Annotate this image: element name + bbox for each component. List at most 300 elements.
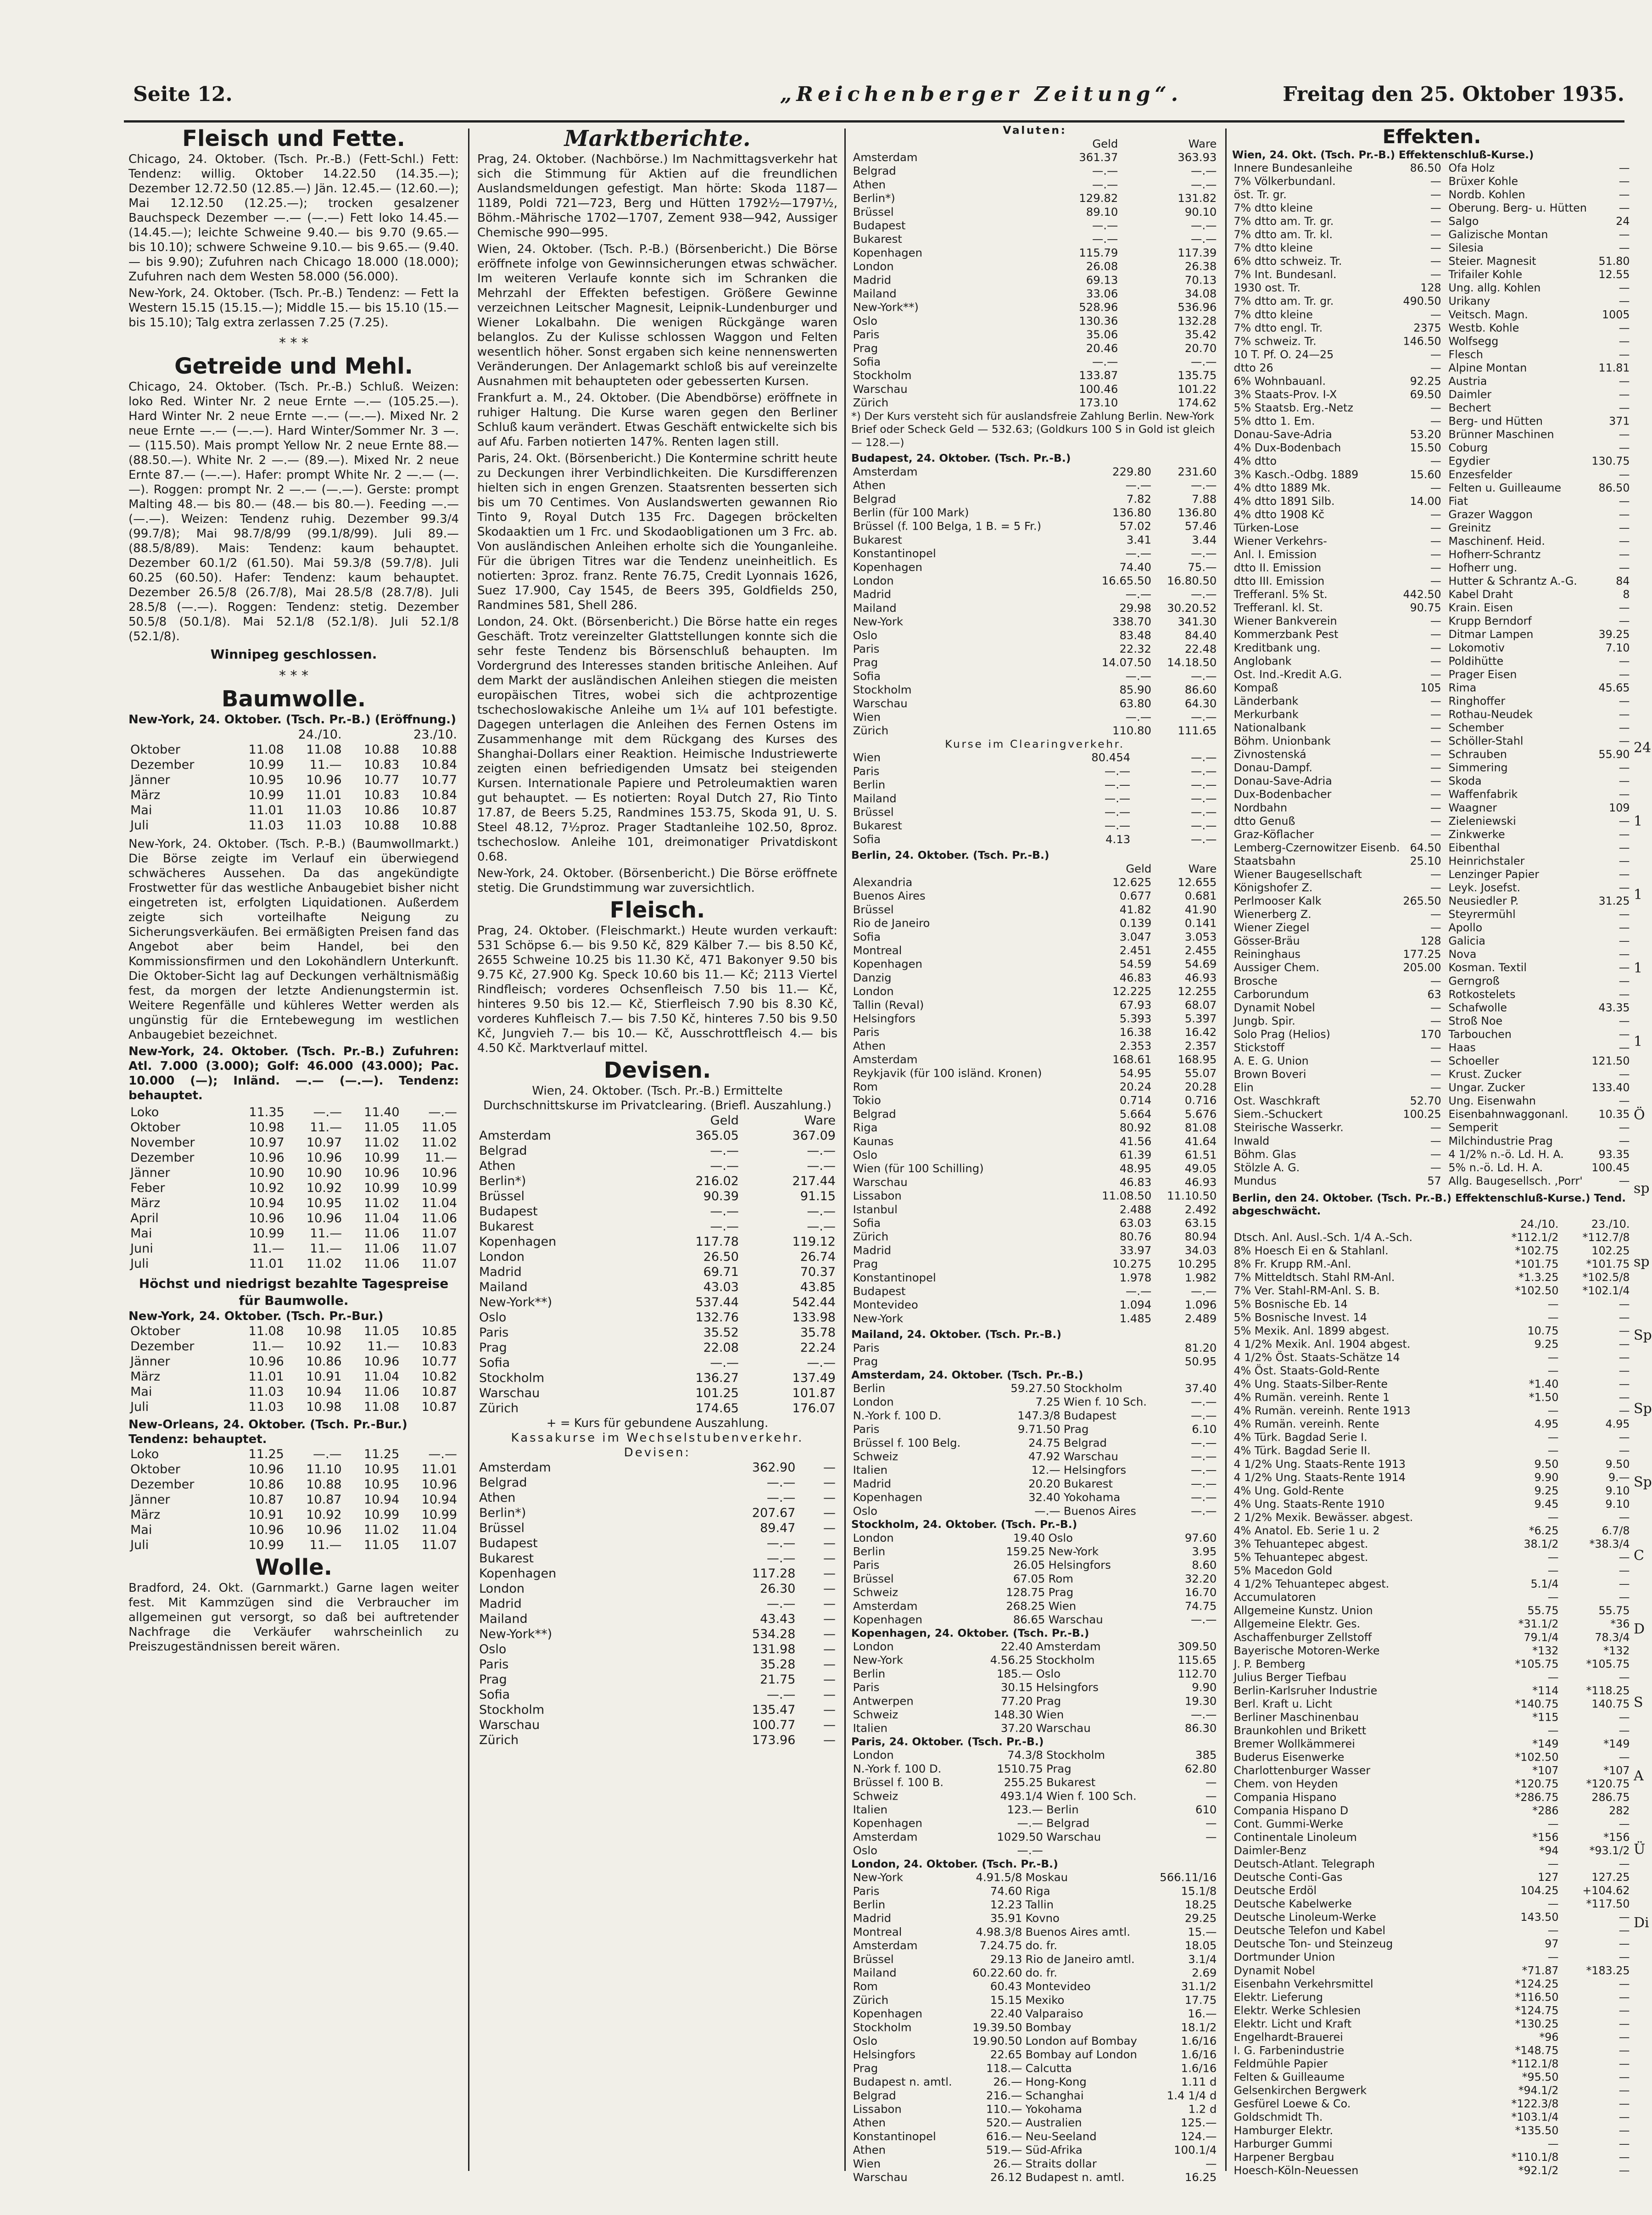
table-row xyxy=(1447,601,1631,615)
row-label: Stölzle A. G. xyxy=(1233,1161,1300,1174)
row-label: Lokomotiv xyxy=(1448,642,1505,654)
cell-value: 117.39 xyxy=(1178,246,1217,260)
cell-value: Helsingfors xyxy=(1063,1464,1127,1477)
cell-value: *118.25 xyxy=(1586,1684,1630,1697)
row-label: Wien (für 100 Schilling) xyxy=(853,1162,984,1175)
section-title: Marktberichte. xyxy=(564,126,751,151)
row-label: Paris xyxy=(853,765,880,778)
cell-value: 133.98 xyxy=(792,1310,836,1325)
cell-value: 16.— xyxy=(1188,2008,1217,2020)
cell-value: 34.03 xyxy=(1184,1244,1217,1257)
row-label: Nova xyxy=(1448,948,1477,961)
cell-value: — xyxy=(1619,962,1630,974)
cell-value: 10.88 xyxy=(306,1477,342,1492)
table-body xyxy=(128,1105,459,1271)
cell-value: 64.50 xyxy=(1410,841,1441,855)
table-row xyxy=(1232,2137,1631,2151)
table-row xyxy=(851,246,1218,260)
table-row xyxy=(1447,654,1631,668)
row-label: Innere Bundesanleihe xyxy=(1233,162,1353,174)
row-label: I. G. Farbenindustrie xyxy=(1233,2044,1345,2057)
cell-value: 10.88 xyxy=(363,743,400,757)
table-row xyxy=(477,1264,837,1280)
row-label: Juli xyxy=(130,1400,149,1414)
cell-value: 10.99 xyxy=(421,1508,457,1522)
table-row xyxy=(1447,455,1631,468)
table-row xyxy=(1232,2164,1631,2177)
table-row xyxy=(1232,1175,1443,1188)
table-row xyxy=(1447,361,1631,375)
table-row xyxy=(1447,268,1631,281)
cell-value: 493.1/4 xyxy=(1000,1790,1043,1803)
table-row xyxy=(851,1175,1218,1189)
cell-value: —.— xyxy=(1125,588,1152,601)
cell-value: *149 xyxy=(1532,1738,1559,1751)
row-label: London xyxy=(853,1749,894,1762)
table-row xyxy=(477,1158,837,1174)
table-row xyxy=(1232,1135,1443,1148)
row-label: Berlin xyxy=(853,1382,886,1395)
cell-value: 135.75 xyxy=(1178,369,1217,382)
cell-value: 10.84 xyxy=(421,788,457,802)
table-row xyxy=(851,1162,1218,1176)
cell-value: *1.3.25 xyxy=(1518,1271,1559,1284)
row-label: Buenos Aires xyxy=(853,889,926,903)
table-row xyxy=(1447,255,1631,268)
cell-value: *101.75 xyxy=(1586,1258,1630,1271)
cell-value: — xyxy=(1547,2137,1559,2150)
row-label: 7% dtto kleine xyxy=(1233,308,1313,321)
column-header: Geld xyxy=(710,1113,739,1128)
cell-value: — xyxy=(1619,1391,1630,1404)
table-row xyxy=(1232,1884,1631,1897)
fragment-text: A xyxy=(1634,1768,1644,1784)
table-row xyxy=(851,219,1218,233)
cell-value: 26.30 xyxy=(760,1582,796,1596)
row-label: Böhm. Glas xyxy=(1233,1148,1296,1161)
row-label: Kopenhagen xyxy=(479,1566,557,1581)
cell-value: Budapest xyxy=(1063,1409,1116,1422)
cell-value: —.— xyxy=(807,1159,836,1173)
table-row xyxy=(851,1409,1218,1423)
row-label: Compania Hispano D xyxy=(1233,1804,1349,1817)
cell-value: 10.94 xyxy=(306,1385,342,1399)
fragment-text: sp xyxy=(1634,1180,1650,1197)
cell-value: 101.87 xyxy=(792,1386,836,1400)
row-label: Kommerzbank Pest xyxy=(1233,628,1339,641)
cell-value: 3.047 xyxy=(1119,930,1152,944)
table-body xyxy=(1232,162,1443,1188)
row-label: Zürich xyxy=(853,724,889,738)
row-label: Reykjavik (für 100 isländ. Kronen) xyxy=(853,1067,1042,1080)
row-label: Konstantinopel xyxy=(853,547,936,560)
cell-value: —.— xyxy=(1191,219,1217,232)
cell-value: —.— xyxy=(1092,219,1118,232)
cell-value: 10.96 xyxy=(306,773,342,787)
table-row xyxy=(477,1280,837,1295)
fragment-text: 1 xyxy=(1634,887,1643,903)
cell-value: — xyxy=(823,1612,836,1626)
row-label: Tokio xyxy=(853,1094,881,1107)
row-label: Budapest n. amtl. xyxy=(853,2075,952,2089)
cell-value: 15.15 xyxy=(990,1994,1022,2007)
cell-value: *107 xyxy=(1532,1764,1559,1777)
row-label: Salgo xyxy=(1448,215,1479,228)
cell-value: Schanghai xyxy=(1025,2089,1084,2103)
table-intro: New-York, 24. Oktober. (Tsch. Pr.-Bur.) xyxy=(128,1309,384,1323)
cell-value: *112.1/8 xyxy=(1511,2058,1559,2070)
row-label: 7% schweiz. Tr. xyxy=(1233,335,1317,348)
table-row xyxy=(1232,1484,1631,1498)
table-row xyxy=(1232,308,1443,321)
row-label: Madrid xyxy=(479,1597,522,1611)
price-table xyxy=(851,465,1218,738)
cell-value: — xyxy=(1547,1444,1559,1457)
cell-value: 101.22 xyxy=(1178,383,1217,396)
cell-value: 3.41 xyxy=(1126,533,1152,547)
table-row xyxy=(1232,1831,1631,1844)
row-label: Donau-Save-Adria xyxy=(1233,428,1332,441)
cell-value: 19.90.50 xyxy=(972,2035,1022,2048)
cell-value: — xyxy=(1619,1818,1630,1830)
cell-value: 9.50 xyxy=(1605,1458,1630,1471)
cell-value: Valparaiso xyxy=(1025,2008,1083,2020)
row-label: dtto III. Emission xyxy=(1233,575,1325,588)
cell-value: Oslo xyxy=(1048,1532,1073,1545)
row-label: Maschinenf. Heid. xyxy=(1448,535,1545,548)
table-row xyxy=(1447,1121,1631,1135)
table-row xyxy=(851,1436,1218,1450)
row-label: Bukarest xyxy=(479,1551,534,1566)
row-label: Warschau xyxy=(853,1176,908,1189)
cell-value: *183.25 xyxy=(1586,1964,1630,1977)
cell-value: — xyxy=(1619,1068,1630,1081)
row-label: Sofia xyxy=(479,1688,510,1702)
table-row xyxy=(477,1551,837,1566)
cell-value: 70.37 xyxy=(800,1265,836,1279)
table-row xyxy=(1232,2124,1631,2137)
table-row xyxy=(1232,881,1443,895)
fragment-text: 1 xyxy=(1634,813,1643,829)
cell-value: Warschau xyxy=(1036,1722,1091,1735)
cell-value: 10.99 xyxy=(248,1538,284,1552)
row-label: Wolfsegg xyxy=(1448,335,1499,348)
subsection-title: Budapest, 24. Oktober. (Tsch. Pr.-B.) xyxy=(851,452,1071,465)
cell-value: 20.46 xyxy=(1086,342,1118,355)
cell-value: 19.39.50 xyxy=(972,2021,1022,2034)
cell-value: 41.90 xyxy=(1184,903,1217,917)
table-row xyxy=(851,985,1218,999)
cell-value: 52.70 xyxy=(1410,1095,1441,1108)
table-row xyxy=(1447,1041,1631,1054)
table-row xyxy=(1232,588,1443,601)
cell-value: — xyxy=(1430,1148,1441,1161)
cell-value: Helsingfors xyxy=(1036,1681,1099,1694)
fragment-text: 1 xyxy=(1634,1034,1643,1050)
table-row xyxy=(851,1762,1218,1776)
cell-value: 11.01 xyxy=(248,803,284,817)
table-intro: New-Orleans, 24. Oktober. (Tsch. Pr.-Bur.) Tendenz: behauptet. xyxy=(128,1418,407,1446)
row-label: Mailand xyxy=(853,1966,897,1980)
row-label: Greinitz xyxy=(1448,521,1491,535)
table-row xyxy=(1232,561,1443,575)
cell-value: 67.05 xyxy=(1013,1572,1045,1586)
cell-value: 110.80 xyxy=(1112,724,1152,738)
cell-value: 89.10 xyxy=(1086,206,1118,219)
cell-value: 309.50 xyxy=(1178,1640,1217,1653)
row-label: Felten & Guilleaume xyxy=(1233,2071,1345,2084)
column-commodities xyxy=(128,124,459,1656)
table-row xyxy=(1232,2071,1631,2084)
row-label: Sofia xyxy=(853,355,881,369)
row-label: Brüssel xyxy=(479,1521,525,1535)
cell-value: — xyxy=(1619,2084,1630,2097)
row-label: dtto 26 xyxy=(1233,362,1273,375)
table-intro: New-York, 24. Oktober. (Tsch. Pr.-B.) (Eröffnung.) xyxy=(128,713,457,727)
cell-value: 537.44 xyxy=(695,1295,739,1309)
column-header: 24./10. xyxy=(298,727,342,742)
table-row xyxy=(1232,1081,1443,1095)
table-row xyxy=(1232,974,1443,988)
table-row xyxy=(851,2075,1218,2089)
table-row xyxy=(851,710,1218,724)
row-label: 4% dtto 1891 Silb. xyxy=(1233,495,1335,508)
cell-value: — xyxy=(1619,1924,1630,1937)
table-row xyxy=(1447,681,1631,694)
table-row xyxy=(851,1654,1218,1667)
price-table xyxy=(851,1871,1218,2184)
row-label: Mailand xyxy=(479,1280,528,1294)
table-row xyxy=(1232,428,1443,442)
cell-value: — xyxy=(1547,1924,1559,1937)
row-label: Austria xyxy=(1448,375,1487,388)
cell-value: *93.1/2 xyxy=(1589,1844,1630,1857)
table-row xyxy=(1232,535,1443,548)
cell-value: 7.88 xyxy=(1192,492,1217,506)
cell-value: Moskau xyxy=(1025,1871,1068,1884)
cell-value: 2.492 xyxy=(1184,1203,1217,1216)
row-label: Hoesch-Köln-Neuessen xyxy=(1233,2164,1359,2177)
cell-value: —.— xyxy=(710,1159,739,1173)
row-label: Wien xyxy=(853,2157,881,2170)
row-label: Dezember xyxy=(130,758,195,772)
cell-value: 132.28 xyxy=(1178,314,1217,328)
cell-value: 22.24 xyxy=(800,1341,836,1355)
row-label: Anl. I. Emission xyxy=(1233,548,1317,561)
cell-value: 62.80 xyxy=(1184,1762,1217,1776)
row-label: Elin xyxy=(1233,1081,1254,1094)
cell-value: — xyxy=(1430,228,1441,241)
cell-value: Wien f. 10 Sch. xyxy=(1063,1396,1147,1409)
table-row xyxy=(477,1627,837,1642)
row-label: 10 T. Pf. O. 24—25 xyxy=(1233,348,1334,361)
table-header xyxy=(1232,1218,1631,1231)
cell-value: 2.488 xyxy=(1119,1203,1152,1216)
cell-value: —.— xyxy=(766,1476,796,1490)
row-label: Mailand xyxy=(853,287,897,301)
fragment-text: Sp xyxy=(1634,1474,1652,1490)
table-row xyxy=(851,833,1218,846)
cell-value: 1.978 xyxy=(1119,1271,1152,1285)
cell-value: — xyxy=(1619,335,1630,348)
row-label: 5% Tehuantepec abgest. xyxy=(1233,1551,1368,1564)
cell-value: 26.— xyxy=(993,2075,1022,2089)
cell-value: 86.30 xyxy=(1184,1722,1217,1735)
row-label: Oslo xyxy=(853,2035,878,2048)
cell-value: — xyxy=(1206,1830,1217,1844)
table-row xyxy=(1232,2151,1631,2164)
cell-value: — xyxy=(823,1551,836,1566)
row-label: Dtsch. Anl. Ausl.-Sch. 1/4 A.-Sch. xyxy=(1233,1231,1413,1244)
cell-value: 81.20 xyxy=(1184,1342,1217,1355)
cell-value: — xyxy=(1430,308,1441,321)
cell-value: — xyxy=(1619,708,1630,721)
cell-value: 69.13 xyxy=(1086,274,1118,287)
cell-value: *120.75 xyxy=(1586,1778,1630,1790)
table-body xyxy=(851,1640,1218,1735)
table-row xyxy=(1232,788,1443,801)
subsection-title: Berlin, 24. Oktober. (Tsch. Pr.-B.) xyxy=(851,849,1049,862)
table-row xyxy=(851,533,1218,547)
row-label: Konstantinopel xyxy=(853,2130,936,2143)
row-label: Wienerberg Z. xyxy=(1233,908,1312,921)
table-row xyxy=(477,1717,837,1733)
row-label: London xyxy=(479,1582,525,1596)
table-row xyxy=(851,944,1218,958)
row-label: Paris xyxy=(853,1342,880,1355)
row-label: Deutsche Erdöl xyxy=(1233,1884,1317,1897)
table-row xyxy=(851,1572,1218,1586)
cell-value: 11.10.50 xyxy=(1167,1190,1217,1203)
row-label: Montevideo xyxy=(853,1298,918,1312)
article-text: Prag, 24. Oktober. (Nachbörse.) Im Nachmittagsverkehr hat sich die Stimmung für Aktien auf die freundlichen Auslandsmeldungen gefestigt. Man hörte: Skoda 1187—1189, Poldi 721—723, Berg und Hütten 1792½—1797½, Böhm.-Mährische 1702—1707, Zement 938—942, Aussiger Chemische 990—995. xyxy=(477,152,837,240)
cell-value: — xyxy=(1430,788,1441,801)
table-row xyxy=(851,805,1218,819)
row-label: Haas xyxy=(1448,1041,1476,1054)
row-label: Kopenhagen xyxy=(853,1613,923,1627)
cell-value: 92.25 xyxy=(1410,375,1441,388)
cell-value: 367.09 xyxy=(792,1129,836,1143)
cell-value: —.— xyxy=(1191,1708,1217,1722)
row-label: Brüssel xyxy=(853,1953,894,1966)
row-label: Bukarest xyxy=(853,819,902,833)
row-label: Paris xyxy=(853,643,880,656)
cell-value: New-York xyxy=(1048,1545,1099,1558)
table-row xyxy=(128,1120,459,1135)
cell-value: — xyxy=(1619,1938,1630,1951)
cell-value: 10.90 xyxy=(249,1166,285,1180)
table-row xyxy=(1232,615,1443,628)
row-label: Dezember xyxy=(130,1477,195,1492)
row-label: Prag xyxy=(853,2062,878,2075)
row-label: Oslo xyxy=(479,1642,507,1656)
cell-value: 10.99 xyxy=(363,1508,400,1522)
table-row xyxy=(1447,495,1631,508)
table-row xyxy=(1232,761,1443,775)
table-row xyxy=(1232,1617,1631,1631)
cell-value: — xyxy=(1430,455,1441,468)
row-label: Berlin-Karlsruher Industrie xyxy=(1233,1684,1378,1697)
table-row xyxy=(1232,508,1443,521)
cell-value: 4.56.25 xyxy=(990,1654,1033,1667)
cell-value: *286 xyxy=(1532,1804,1559,1817)
cell-value: *122.3/8 xyxy=(1511,2098,1559,2110)
table-row xyxy=(851,1026,1218,1040)
table-row xyxy=(128,1462,459,1477)
row-label: Deutsche Telefon und Kabel xyxy=(1233,1924,1386,1937)
cell-value: — xyxy=(1206,1790,1217,1803)
table-row xyxy=(851,1966,1218,1980)
table-row xyxy=(851,1080,1218,1094)
cell-value: 100.46 xyxy=(1079,383,1118,396)
cell-value: Prag xyxy=(1063,1423,1089,1436)
table-row xyxy=(128,1135,459,1150)
table-row xyxy=(851,1382,1218,1396)
table-row xyxy=(1447,895,1631,908)
table-row xyxy=(1232,1764,1631,1778)
row-label: Italien xyxy=(853,1464,888,1477)
cell-value: Yokohama xyxy=(1063,1491,1121,1504)
table-row xyxy=(1447,162,1631,175)
table-row xyxy=(1232,2004,1631,2017)
table-row xyxy=(851,917,1218,930)
cell-value: 9.— xyxy=(1608,1471,1630,1484)
cell-value: 5.676 xyxy=(1184,1108,1217,1121)
cell-value: 10.75 xyxy=(1527,1325,1559,1337)
table-row xyxy=(477,1401,837,1416)
table-row xyxy=(851,724,1218,738)
table-row xyxy=(851,2062,1218,2075)
table-row xyxy=(851,178,1218,192)
cell-value: 63 xyxy=(1427,988,1441,1001)
table-row xyxy=(477,1475,837,1490)
price-table xyxy=(851,1749,1218,1858)
cell-value: — xyxy=(1430,975,1441,988)
table-row xyxy=(1232,1551,1631,1564)
table-row xyxy=(1447,241,1631,255)
cell-value: 7.82 xyxy=(1126,492,1152,506)
row-label: Juli xyxy=(130,1538,149,1552)
cell-value: 2.357 xyxy=(1184,1040,1217,1053)
table-body xyxy=(851,1531,1218,1627)
cell-value: — xyxy=(1430,655,1441,668)
table-row xyxy=(1447,934,1631,948)
price-table xyxy=(851,1640,1218,1735)
row-label: Engelhardt-Brauerei xyxy=(1233,2031,1343,2044)
row-label: Harpener Bergbau xyxy=(1233,2151,1334,2164)
row-label: Hutter & Schrantz A.-G. xyxy=(1448,575,1577,588)
cell-value: 616.— xyxy=(986,2130,1022,2143)
cell-value: Wien xyxy=(1048,1600,1077,1613)
cell-value: 11.— xyxy=(310,1120,342,1135)
cell-value: 118.— xyxy=(986,2062,1022,2075)
cell-value: 26.— xyxy=(993,2157,1022,2170)
cell-value: — xyxy=(1430,481,1441,494)
table-row xyxy=(851,328,1218,342)
row-label: Hofherr-Schrantz xyxy=(1448,548,1541,561)
cell-value: —.— xyxy=(807,1356,836,1370)
row-label: Kopenhagen xyxy=(853,1817,923,1830)
table-row xyxy=(851,643,1218,656)
row-label: Waagner xyxy=(1448,801,1497,814)
cell-value: — xyxy=(1430,362,1441,375)
cell-value: 1.6/16 xyxy=(1181,2048,1217,2061)
cell-value: — xyxy=(1619,1711,1630,1724)
cell-value: — xyxy=(823,1718,836,1732)
cell-value: 159.25 xyxy=(1006,1545,1045,1558)
cell-value: 37.40 xyxy=(1184,1382,1217,1395)
cell-value: 136.27 xyxy=(695,1371,739,1385)
